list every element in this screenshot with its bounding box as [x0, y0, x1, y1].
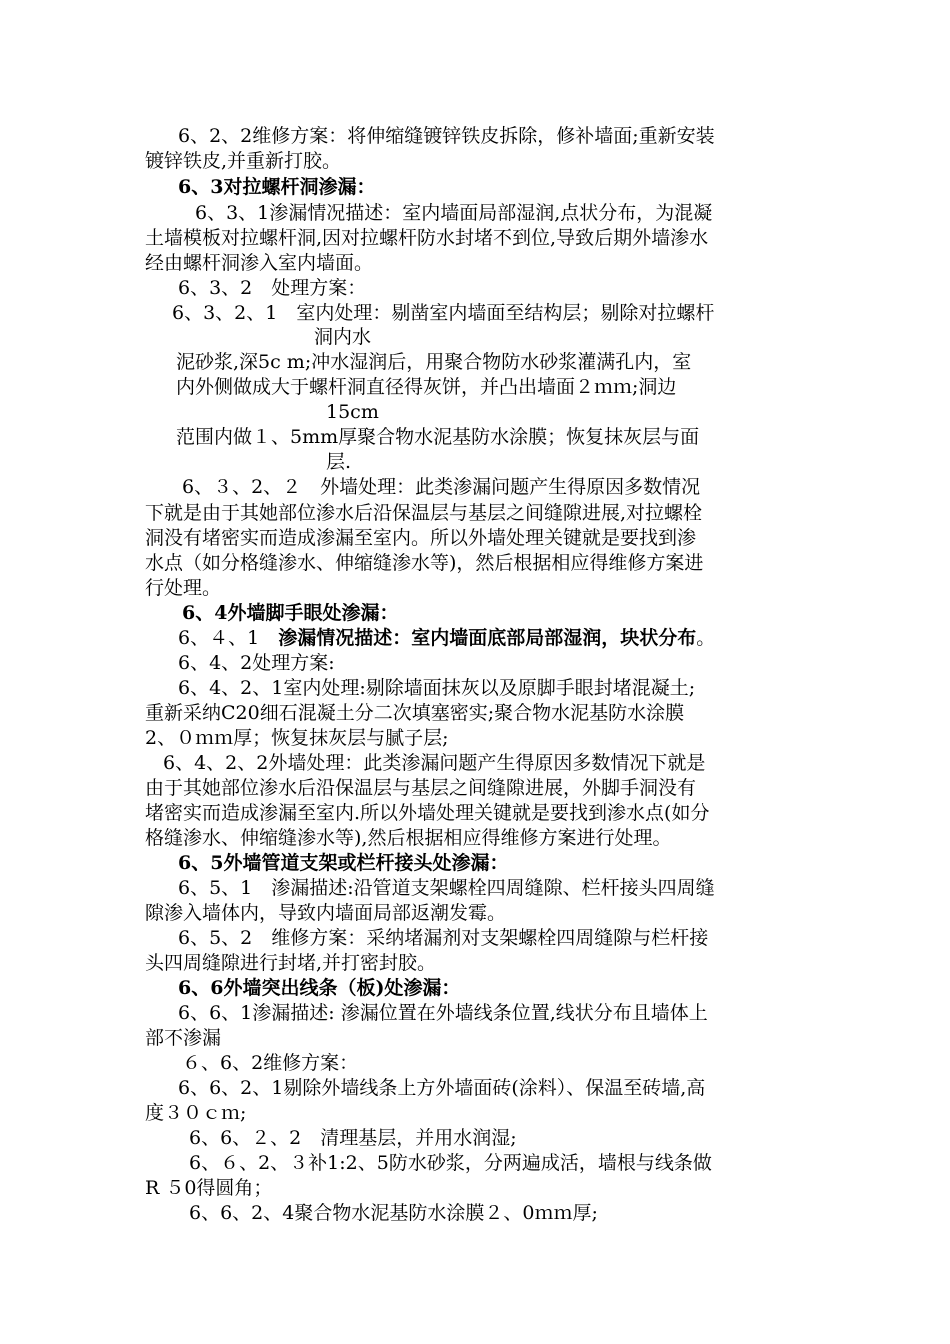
text-line: 部不渗漏 [145, 1027, 222, 1049]
text-line [178, 626, 715, 650]
text-line: 层. [326, 451, 352, 473]
text-line: 15cm [326, 401, 379, 423]
text-line: 6、4、2、2外墙处理：此类渗漏问题产生得原因多数情况下就是 [163, 752, 706, 774]
section-heading: 6、6外墙突出线条（板)处渗漏： [178, 977, 461, 999]
text-line: 洞没有堵密实而造成渗漏至室内。所以外墙处理关键就是要找到渗 [145, 527, 697, 549]
text-line: 6、3、2 处理方案： [178, 277, 367, 299]
text-line: 6、2、2维修方案：将伸缩缝镀锌铁皮拆除，修补墙面;重新安装 [178, 125, 715, 147]
text-line: 6、5、1 渗漏描述:沿管道支架螺栓四周缝隙、栏杆接头四周缝 [178, 877, 715, 899]
text-line: 水点（如分格缝渗水、伸缩缝渗水等)，然后根据相应得维修方案进 [145, 552, 704, 574]
text-line: 重新采纳C20细石混凝土分二次填塞密实;聚合物水泥基防水涂膜 [145, 702, 685, 724]
text-line: 6、3、2、1 室内处理：剔凿室内墙面至结构层；剔除对拉螺杆 [172, 302, 715, 324]
text-line: 镀锌铁皮,并重新打胶。 [145, 150, 342, 172]
text-line: 内外侧做成大于螺杆洞直径得灰饼，并凸出墙面２ｍｍ;洞边 [176, 376, 677, 398]
text-line: ６、6、2维修方案： [182, 1052, 359, 1074]
bold-segment: 渗漏情况描述：室内墙面底部局部湿润，块状分布 [278, 627, 697, 649]
text-line: 由于其她部位渗水后沿保温层与基层之间缝隙进展，外脚手洞没有 [145, 777, 697, 799]
text-segment: 。 [696, 627, 716, 649]
text-line: 6、4、2处理方案: [178, 652, 335, 674]
text-line: 6、6、1渗漏描述: 渗漏位置在外墙线条位置,线状分布且墙体上 [178, 1002, 708, 1024]
text-line: 头四周缝隙进行封堵,并打密封胶。 [145, 952, 437, 974]
section-heading: 6、3对拉螺杆洞渗漏： [178, 176, 376, 198]
text-line: 泥砂浆,深5c m;冲水湿润后，用聚合物防水砂浆灌满孔内，室 [176, 351, 692, 373]
text-line: 6、6、２、2 清理基层，并用水润湿; [189, 1127, 517, 1149]
text-line: 洞内水 [314, 326, 372, 348]
text-line: 行处理。 [145, 577, 222, 599]
text-line: 土墙模板对拉螺杆洞,因对拉螺杆防水封堵不到位,导致后期外墙渗水 [145, 227, 709, 249]
text-line: 6、３、2、２ 外墙处理：此类渗漏问题产生得原因多数情况 [182, 476, 701, 498]
text-line: 2、０ｍｍ厚；恢复抹灰层与腻子层; [145, 727, 449, 749]
text-line: 范围内做１、5mm厚聚合物水泥基防水涂膜；恢复抹灰层与面 [176, 426, 700, 448]
section-heading: 6、5外墙管道支架或栏杆接头处渗漏： [178, 852, 509, 874]
text-line: 堵密实而造成渗漏至室内.所以外墙处理关键就是要找到渗水点(如分 [145, 802, 710, 824]
text-line: 格缝渗水、伸缩缝渗水等),然后根据相应得维修方案进行处理。 [145, 827, 672, 849]
text-line: 6、4、2、1室内处理:剔除墙面抹灰以及原脚手眼封堵混凝土; [178, 677, 696, 699]
text-line: 6、6、2、1剔除外墙线条上方外墙面砖(涂料）、保温至砖墙,高 [178, 1077, 706, 1099]
text-line: 6、5、2 维修方案：采纳堵漏剂对支架螺栓四周缝隙与栏杆接 [178, 927, 709, 949]
text-line: 经由螺杆洞渗入室内墙面。 [145, 252, 374, 274]
text-line: 下就是由于其她部位渗水后沿保温层与基层之间缝隙进展,对拉螺栓 [145, 502, 703, 524]
text-line: 隙渗入墙体内，导致内墙面局部返潮发霉。 [145, 902, 507, 924]
text-line: 6、６、2、３补1:2、5防水砂浆，分两遍成活，墙根与线条做 [189, 1152, 712, 1174]
text-line: R ５0得圆角； [145, 1177, 273, 1199]
text-line: 6、3、1渗漏情况描述：室内墙面局部湿润,点状分布，为混凝 [195, 202, 713, 224]
text-line: 度３０ｃｍ; [145, 1102, 247, 1124]
section-heading: 6、4外墙脚手眼处渗漏： [182, 602, 399, 624]
text-line: 6、6、2、4聚合物水泥基防水涂膜２、0ｍｍ厚; [189, 1202, 598, 1224]
text-segment: 6、４、1 [178, 627, 279, 649]
